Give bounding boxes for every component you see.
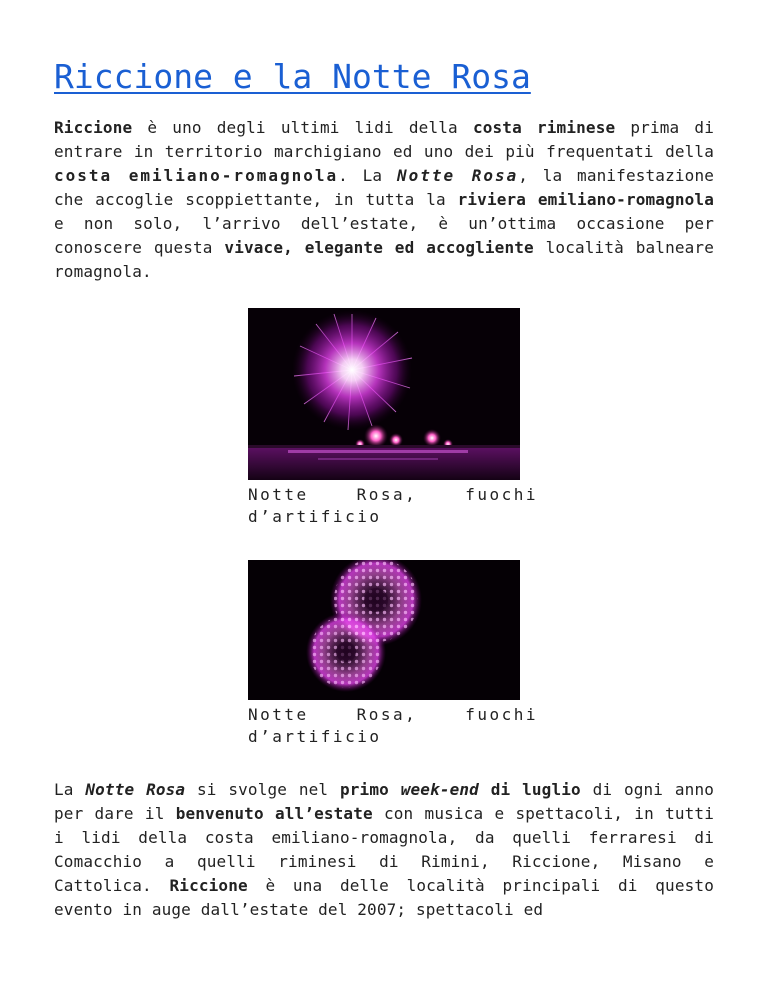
text-run: , la manifestazione che accoglie scoppiettante, in tutta la — [54, 166, 715, 209]
fireworks-photo-2[interactable] — [248, 560, 520, 700]
text-run: si svolge nel — [185, 780, 340, 799]
text-run: La — [54, 780, 86, 799]
bold-riccione: Riccione — [54, 118, 133, 137]
bold-riviera: riviera emiliano-romagnola — [457, 190, 714, 209]
figure-caption: Notte Rosa, fuochi d’artificio — [248, 485, 538, 526]
text-run: è uno degli ultimi lidi della — [132, 118, 473, 137]
bold-primo-weekend — [340, 780, 581, 799]
article — [54, 52, 715, 919]
text-run: di luglio — [478, 780, 581, 799]
text-run: e non solo, l’arrivo dell’estate, è un’ottima occasione per conoscere questa — [54, 214, 714, 257]
event-paragraph — [54, 778, 714, 922]
figure-fireworks-2 — [248, 560, 538, 748]
bold-notte-rosa — [85, 780, 185, 799]
text-run: località balneare romagnola. — [54, 238, 714, 281]
text-run: è una delle località principali di questo evento in auge dall’estate del 2007; spettacoli ed — [54, 876, 714, 919]
bold-costa-riminese: costa riminese — [472, 118, 616, 137]
bold-vivace: vivace, elegante ed accogliente — [224, 238, 534, 257]
page-title[interactable]: Riccione e la Notte Rosa — [54, 57, 531, 96]
italic-notte-rosa: Notte Rosa — [396, 166, 519, 185]
figure-fireworks-1 — [248, 308, 538, 528]
text-run: . La — [338, 166, 397, 185]
intro-paragraph — [54, 116, 714, 284]
text-run: con musica e spettacoli, in tutti i lidi della costa emiliano-romagnola, da quelli ferraresi di Comacchio a quelli riminesi di Rimini, Riccione, Misano e Cattolica. — [54, 804, 714, 895]
bold-riccione: Riccione — [169, 876, 248, 895]
figure-caption: Notte Rosa, fuochi d’artificio — [248, 705, 538, 746]
italic-notte-rosa: Notte Rosa — [85, 780, 186, 799]
text-run: di ogni anno per dare il — [54, 780, 715, 823]
fireworks-photo-1[interactable] — [248, 308, 520, 480]
bold-costa-emiliano-romagnola: costa emiliano-romagnola — [54, 166, 339, 185]
bold-benvenuto: benvenuto all’estate — [175, 804, 373, 823]
italic-weekend: week-end — [400, 780, 479, 799]
text-run: primo — [339, 780, 401, 799]
bold-notte-rosa — [397, 166, 518, 185]
text-run: prima di entrare in territorio marchigiano ed uno dei più frequentati della — [54, 118, 714, 161]
